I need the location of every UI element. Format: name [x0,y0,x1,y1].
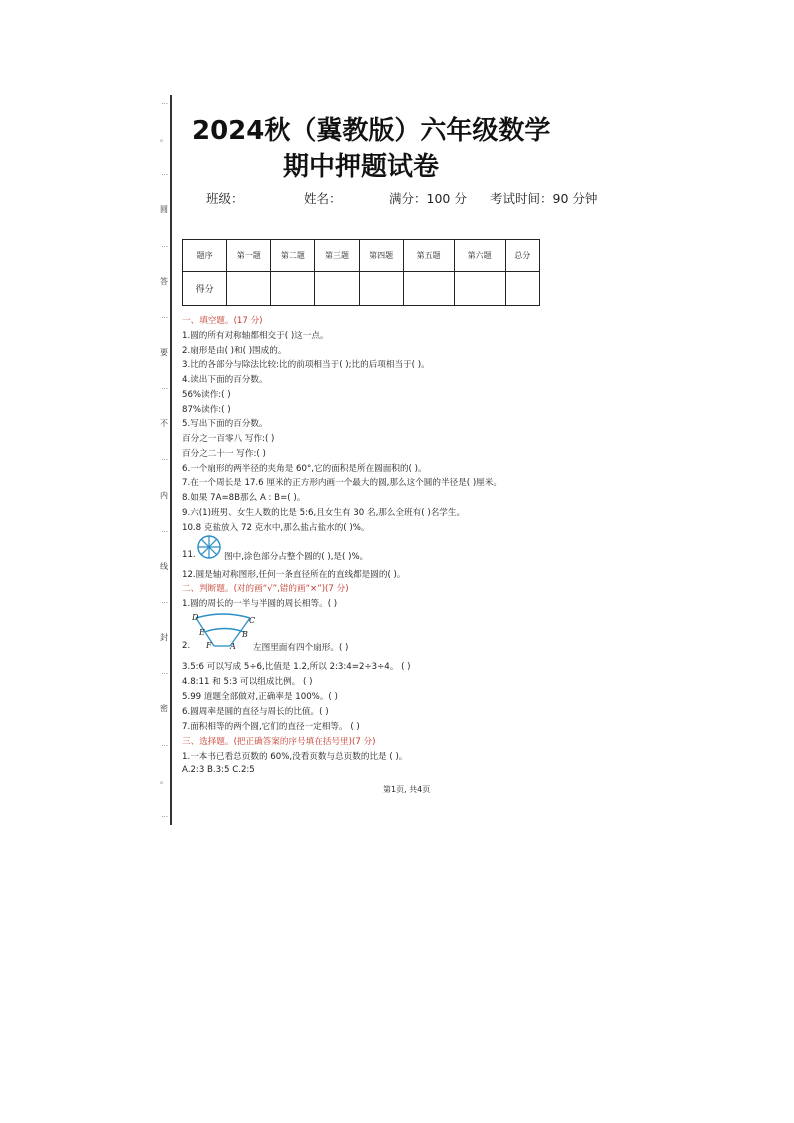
binding-dots: ⋮ [160,812,169,820]
question-1-5b: 百分之二十一 写作:( ) [182,449,266,459]
question-2-3: 3.5:6 可以写成 5÷6,比值是 1.2,所以 2:3:4=2÷3÷4。 ( ) [182,662,411,672]
binding-char: 要 [160,347,168,357]
binding-dots: ⋮ [160,527,169,535]
question-1-5a: 百分之一百零八 写作:( ) [182,434,275,444]
binding-dots: ⋮ [160,456,169,464]
binding-line [170,95,172,825]
score-header-cell: 第二题 [271,240,315,272]
question-1-2: 2.扇形是由( )和( )围成的。 [182,346,287,356]
score-table [182,239,540,306]
question-2-6: 6.圆周率是圆的直径与周长的比值。( ) [182,707,329,717]
exam-time: 考试时间：90 分钟 [490,191,598,206]
score-cell[interactable] [271,272,315,306]
page-number: 第1页, 共4页 [383,785,431,794]
score-cell[interactable] [403,272,454,306]
question-2-2-text: 左图里面有四个扇形。( ) [253,643,349,653]
score-cell[interactable] [227,272,271,306]
question-1-7: 7.在一个周长是 17.6 厘米的正方形内画一个最大的圆,那么这个圆的半径是( )厘米。 [182,478,502,488]
label-b: B [242,630,248,639]
binding-dots: ⋮ [160,313,169,321]
shaded-circle-figure [197,535,221,559]
question-2-2-number: 2. [182,641,191,651]
binding-dots: ⋮ [160,242,169,250]
score-table-header-row [183,240,540,272]
section-title-multiple-choice: 三、选择题。(把正确答案的序号填在括号里)(7 分) [182,737,376,747]
score-header-cell: 第五题 [403,240,454,272]
question-1-6: 6.一个扇形的两半径的夹角是 60°,它的面积是所在圆面积的( )。 [182,464,427,474]
binding-dots: ⋮ [160,171,169,179]
score-cell[interactable] [454,272,505,306]
label-a: A [230,642,236,651]
question-3-1-options: A.2:3 B.3:5 C.2:5 [182,765,255,775]
binding-char: 答 [160,276,168,286]
label-c: C [249,616,256,625]
question-1-1: 1.圆的所有对称轴都相交于( )这一点。 [182,331,329,341]
question-1-4: 4.读出下面的百分数。 [182,375,268,385]
question-2-4: 4.8:11 和 5:3 可以组成比例。 ( ) [182,677,313,687]
score-header-cell: 总分 [505,240,539,272]
score-table-score-row [183,272,540,306]
score-cell[interactable] [359,272,403,306]
question-3-1: 1.一本书已看总页数的 60%,没看页数与总页数的比是 ( )。 [182,752,408,762]
label-e: E [199,628,205,637]
binding-dots: ⋮ [160,598,169,606]
question-1-9: 9.六(1)班男、女生人数的比是 5:6,且女生有 30 名,那么全班有( )名学生。 [182,508,466,518]
binding-margin [158,100,170,820]
label-f: F [206,641,212,650]
question-1-4b: 87%读作:( ) [182,405,231,415]
question-1-11-text: 图中,涂色部分占整个圆的( ),是( )%。 [224,552,369,562]
binding-dots: ⋮ [160,670,169,678]
score-cell[interactable] [505,272,539,306]
full-score: 满分：100 分 [389,191,467,206]
name-label: 姓名： [304,191,342,206]
sector-outer-arc [196,614,250,618]
binding-char: 。 [160,775,168,785]
question-2-5: 5.99 道题全部做对,正确率是 100%。( ) [182,692,338,702]
score-header-cell: 第六题 [454,240,505,272]
binding-char: 内 [160,490,168,500]
class-label: 班级： [206,191,244,206]
question-1-4a: 56%读作:( ) [182,390,231,400]
question-2-7: 7.面积相等的两个圆,它们的直径一定相等。 ( ) [182,722,360,732]
score-header-cell: 题序 [183,240,227,272]
score-header-cell: 第一题 [227,240,271,272]
question-1-11-number: 11. [182,550,196,560]
binding-char: 封 [160,633,168,643]
question-1-10: 10.8 克盐放入 72 克水中,那么盐占盐水的( )%。 [182,523,370,533]
question-2-1: 1.圆的周长的一半与半圆的周长相等。( ) [182,599,338,609]
page-title-line1: 2024秋（冀教版）六年级数学 [192,116,551,146]
question-1-8: 8.如果 7A=8B那么 A : B=( )。 [182,493,306,503]
question-1-3: 3.比的各部分与除法比较:比的前项相当于( );比的后项相当于( )。 [182,360,430,370]
score-header-cell: 第四题 [359,240,403,272]
section-title-true-false: 二、判断题。(对的画“√”,错的画“×”)(7 分) [182,584,349,594]
score-header-cell: 第三题 [315,240,359,272]
score-row-label: 得分 [183,272,227,306]
question-1-12: 12.圆是轴对称图形,任何一条直径所在的直线都是圆的( )。 [182,570,406,580]
sector-figure [190,612,256,652]
binding-dots: ⋮ [160,385,169,393]
binding-dots: ⋮ [160,100,169,107]
binding-char: 。 [160,134,168,144]
binding-dots: ⋮ [160,741,169,749]
question-1-5: 5.写出下面的百分数。 [182,419,268,429]
binding-char: 密 [160,704,168,714]
binding-char: 圆 [160,205,168,215]
score-cell[interactable] [315,272,359,306]
section-title-fill-blank: 一、填空题。(17 分) [182,316,263,326]
binding-char: 线 [160,561,168,571]
page-title-line2: 期中押题试卷 [283,152,440,182]
binding-char: 不 [160,419,168,429]
sector-inner-arc [204,629,244,633]
label-d: D [192,613,199,622]
